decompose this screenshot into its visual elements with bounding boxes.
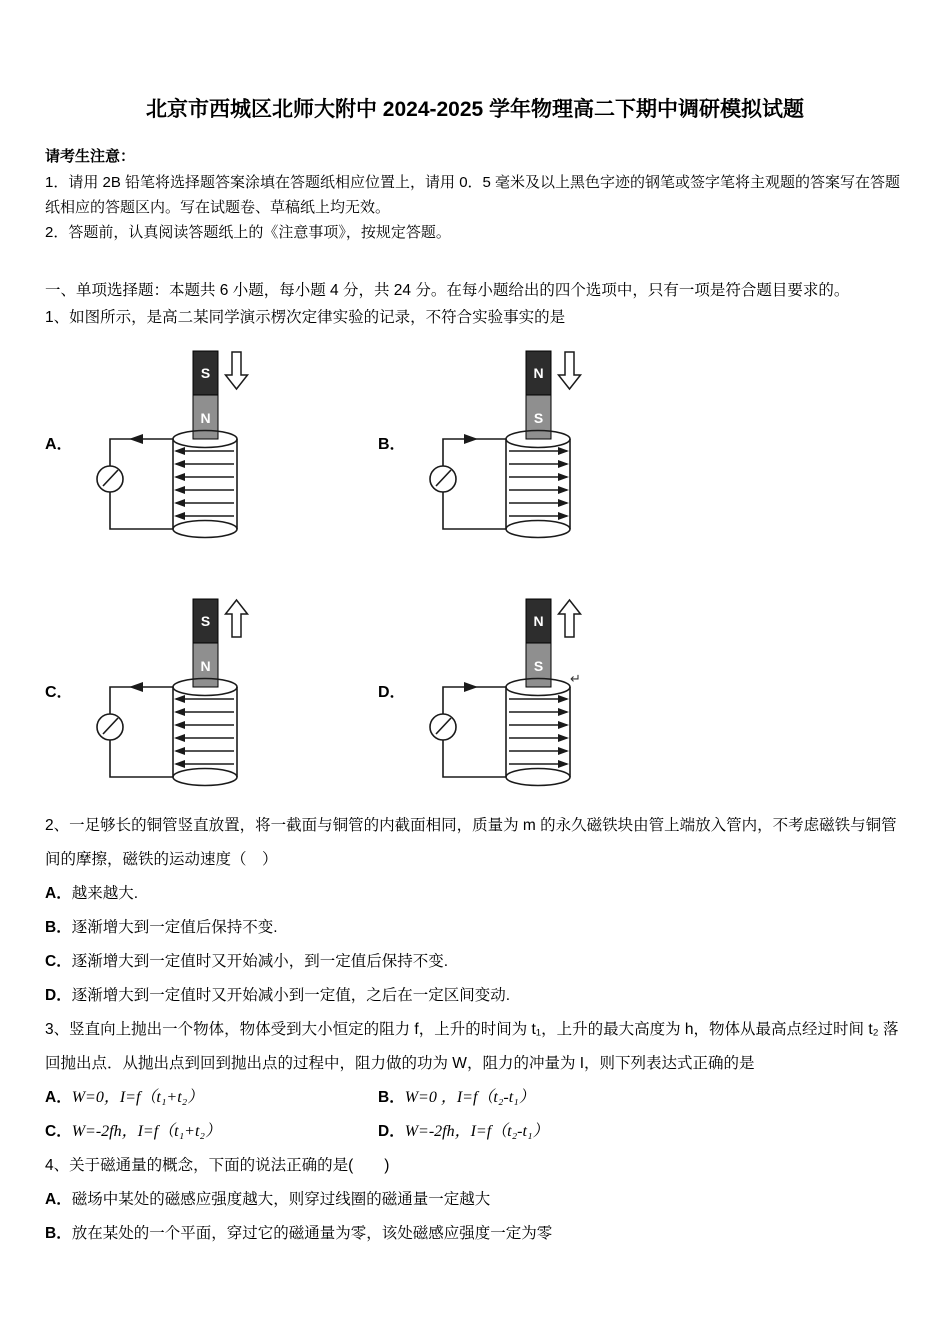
question-3-option-c xyxy=(45,1115,378,1149)
question-2 xyxy=(45,809,905,1013)
option-text: 逐渐增大到一定值时又开始减小，到一定值后保持不变. xyxy=(71,953,449,970)
question-2-text: 2、一足够长的铜管竖直放置，将一截面与铜管的内截面相同，质量为 m 的永久磁铁块由管上端放入管内，不考虑磁铁与铜管间的摩擦，磁铁的运动速度（ ） xyxy=(45,817,897,868)
question-4-option-a xyxy=(45,1183,905,1217)
question-3-option-d xyxy=(378,1115,905,1149)
option-label: C． xyxy=(45,1123,72,1140)
svg-text:S: S xyxy=(533,410,544,426)
svg-text:S: S xyxy=(200,365,211,381)
svg-text:S: S xyxy=(533,658,544,674)
option-text: 逐渐增大到一定值后保持不变. xyxy=(71,919,278,936)
svg-text:N: N xyxy=(200,658,211,674)
stray-return-mark: ↵ xyxy=(570,671,581,686)
question-1-text: 1、如图所示，是高二某同学演示楞次定律实验的记录，不符合实验事实的是 xyxy=(45,309,566,326)
lenz-experiment-figure-a xyxy=(75,339,265,545)
question-2-option-b xyxy=(45,911,905,945)
option-label: A． xyxy=(45,1089,72,1106)
question-1-figures xyxy=(45,339,905,793)
option-text: 放在某处的一个平面，穿过它的磁通量为零，该处磁感应强度一定为零 xyxy=(71,1225,553,1242)
figure-label-a: A． xyxy=(45,435,73,453)
notice-item-2: 2．答题前，认真阅读答题纸上的《注意事项》，按规定答题。 xyxy=(45,224,451,241)
question-3-option-b xyxy=(378,1081,905,1115)
question-4 xyxy=(45,1149,905,1251)
option-label: B． xyxy=(378,1089,405,1106)
option-formula: W=-2fh，I=f（t₁+t₂） xyxy=(71,1123,221,1140)
option-text: 越来越大. xyxy=(71,885,139,902)
figure-option-a xyxy=(45,339,378,545)
figure-label-c: C． xyxy=(45,683,73,701)
figure-label-d: D． xyxy=(378,683,406,701)
lenz-experiment-figure-d xyxy=(408,587,598,793)
question-4-text: 4、关于磁通量的概念，下面的说法正确的是( ) xyxy=(45,1157,390,1174)
lenz-experiment-figure-c xyxy=(75,587,265,793)
svg-text:N: N xyxy=(533,365,544,381)
question-4-option-b xyxy=(45,1217,905,1251)
svg-text:N: N xyxy=(533,613,544,629)
question-3-options xyxy=(45,1081,905,1149)
option-formula: W=0，I=f（t₁+t₂） xyxy=(71,1089,204,1106)
question-2-option-c xyxy=(45,945,905,979)
notice-heading: 请考生注意： xyxy=(45,148,136,165)
figure-option-c xyxy=(45,587,378,793)
option-label: C． xyxy=(45,953,72,970)
question-3 xyxy=(45,1013,905,1149)
option-label: D． xyxy=(378,1123,405,1140)
question-2-option-a xyxy=(45,877,905,911)
lenz-experiment-figure-b xyxy=(408,339,598,545)
figure-option-d xyxy=(378,587,905,793)
figure-label-b: B． xyxy=(378,435,406,453)
section-heading: 一、单项选择题：本题共 6 小题，每小题 4 分，共 24 分。在每小题给出的四个选项中，只有一项是符合题目要求的。 xyxy=(45,282,850,299)
page-title: 北京市西城区北师大附中 2024-2025 学年物理高二下期中调研模拟试题 xyxy=(145,98,805,121)
option-label: B． xyxy=(45,919,72,936)
notice-item-1: 1．请用 2B 铅笔将选择题答案涂填在答题纸相应位置上，请用 0．5 毫米及以上黑色字迹的钢笔或签字笔将主观题的答案写在答题纸相应的答题区内。写在试题卷、草稿纸上均无效。 xyxy=(45,174,901,216)
option-label: A． xyxy=(45,1191,72,1208)
question-3-text: 3、竖直向上抛出一个物体，物体受到大小恒定的阻力 f，上升的时间为 t₁，上升的最大高度为 h，物体从最高点经过时间 t₂ 落回抛出点．从抛出点到回到抛出点的过程中，阻力做的功为 W，阻力的冲量为 I，则下列表达式正确的是 xyxy=(45,1021,899,1072)
option-text: 磁场中某处的磁感应强度越大，则穿过线圈的磁通量一定越大 xyxy=(71,1191,491,1208)
option-formula: W=-2fh，I=f（t₂-t₁） xyxy=(404,1123,549,1140)
question-2-option-d xyxy=(45,979,905,1013)
option-formula: W=0 ，I=f（t₂-t₁） xyxy=(404,1089,535,1106)
svg-text:S: S xyxy=(200,613,211,629)
option-text: 逐渐增大到一定值时又开始减小到一定值，之后在一定区间变动. xyxy=(71,987,511,1004)
figure-option-b xyxy=(378,339,905,545)
option-label: A． xyxy=(45,885,72,902)
svg-text:N: N xyxy=(200,410,211,426)
option-label: B． xyxy=(45,1225,72,1242)
question-3-option-a xyxy=(45,1081,378,1115)
option-label: D． xyxy=(45,987,72,1004)
